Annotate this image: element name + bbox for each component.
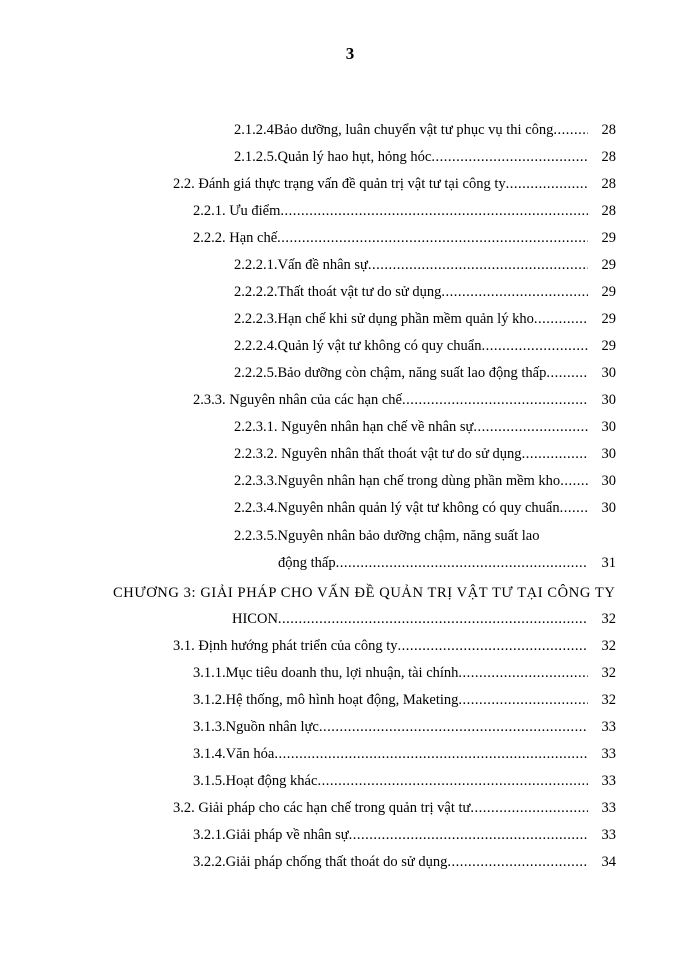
toc-entry-label: 3.2. Giải pháp cho các hạn chế trong quản trị vật tư <box>173 800 471 816</box>
toc-entry-page: 30 <box>601 365 616 381</box>
toc-entry-page: 33 <box>601 719 616 735</box>
toc-leader-dots <box>458 691 588 709</box>
toc-entry-page: 32 <box>601 692 616 708</box>
toc-entry-label: 2.2.2.1.Vấn đề nhân sự <box>234 257 368 273</box>
toc-leader-dots <box>280 202 588 220</box>
toc-entry[interactable] <box>173 175 616 193</box>
toc-entry-page: 29 <box>601 311 616 327</box>
toc-entry[interactable] <box>234 445 616 463</box>
toc-entry[interactable] <box>278 554 616 572</box>
toc-entry[interactable] <box>232 610 616 628</box>
toc-leader-dots <box>522 445 588 463</box>
toc-entry[interactable] <box>193 691 616 709</box>
page-number: 3 <box>345 44 355 63</box>
toc-entry-page: 28 <box>601 203 616 219</box>
toc-entry[interactable] <box>193 745 616 763</box>
toc-entry-page: 30 <box>601 500 616 516</box>
toc-entry[interactable] <box>193 229 616 247</box>
toc-entry-label: 3.1.5.Hoạt động khác <box>193 773 318 789</box>
chapter-heading-line1[interactable]: CHƯƠNG 3: GIẢI PHÁP CHO VẤN ĐỀ QUẢN TRỊ VẬT TƯ TẠI CÔNG TY <box>113 585 616 601</box>
toc-entry-label: 2.2.3.1. Nguyên nhân hạn chế về nhân sự <box>234 419 474 435</box>
toc-entry-label: 2.2.3.4.Nguyên nhân quản lý vật tư không có quy chuẩn <box>234 500 560 516</box>
toc-entry[interactable] <box>173 637 616 655</box>
toc-entry-page: 31 <box>601 555 616 571</box>
toc-entry-label: 3.1.4.Văn hóa <box>193 746 275 762</box>
toc-entry-label: 3.1.2.Hệ thống, mô hình hoạt động, Maketing <box>193 692 459 708</box>
toc-entry-page: 28 <box>601 149 616 165</box>
toc-entry-page: 33 <box>601 800 616 816</box>
toc-entry-page: 29 <box>601 257 616 273</box>
toc-entry-page: 29 <box>601 338 616 354</box>
toc-entry-page: 29 <box>601 284 616 300</box>
toc-leader-dots <box>278 610 588 628</box>
toc-entry[interactable] <box>193 664 616 682</box>
toc-entry[interactable] <box>234 418 616 436</box>
toc-entry-page: 34 <box>601 854 616 870</box>
toc-entry-label: 3.2.2.Giải pháp chống thất thoát do sử dụng <box>193 854 448 870</box>
toc-entry-page: 33 <box>601 827 616 843</box>
toc-leader-dots <box>534 310 588 328</box>
toc-entry[interactable] <box>234 148 616 166</box>
toc-leader-dots <box>368 256 588 274</box>
toc-entry-page: 29 <box>601 230 616 246</box>
toc-entry[interactable] <box>234 337 616 355</box>
toc-leader-dots <box>560 472 588 490</box>
toc-entry[interactable] <box>234 121 616 139</box>
toc-entry[interactable] <box>193 202 616 220</box>
toc-entry-page: 32 <box>601 665 616 681</box>
toc-leader-dots <box>277 229 588 247</box>
toc-leader-dots <box>336 554 588 572</box>
toc-leader-dots <box>317 772 588 790</box>
toc-leader-dots <box>481 337 588 355</box>
toc-leader-dots <box>506 175 588 193</box>
toc-leader-dots <box>349 826 588 844</box>
toc-entry-page: 33 <box>601 746 616 762</box>
toc-entry[interactable] <box>234 499 616 517</box>
toc-leader-dots <box>402 391 588 409</box>
toc-entry[interactable] <box>234 364 616 382</box>
toc-entry[interactable] <box>193 718 616 736</box>
toc-entry[interactable] <box>173 799 616 817</box>
toc-leader-dots <box>431 148 588 166</box>
toc-leader-dots <box>319 718 588 736</box>
toc-entry-label: 2.2.2. Hạn chế <box>193 230 278 246</box>
toc-entry-label: 2.2.3.2. Nguyên nhân thất thoát vật tư do sử dụng <box>234 446 522 462</box>
toc-entry[interactable] <box>234 256 616 274</box>
toc-entry-label: 2.2.2.2.Thất thoát vật tư do sử dụng <box>234 284 442 300</box>
toc-entry[interactable] <box>234 310 616 328</box>
toc-entry-label: 3.2.1.Giải pháp về nhân sự <box>193 827 349 843</box>
toc-entry[interactable] <box>193 391 616 409</box>
toc-entry[interactable] <box>193 826 616 844</box>
toc-leader-dots <box>560 499 588 517</box>
toc-entry-label-line1[interactable]: 2.2.3.5.Nguyên nhân bảo dưỡng chậm, năng suất lao <box>234 528 540 544</box>
toc-leader-dots <box>274 745 588 763</box>
toc-leader-dots <box>441 283 588 301</box>
toc-entry-label: 2.2.2.4.Quản lý vật tư không có quy chuẩn <box>234 338 482 354</box>
toc-leader-dots <box>458 664 588 682</box>
toc-entry-label: 3.1. Định hướng phát triển của công ty <box>173 638 398 654</box>
toc-leader-dots <box>473 418 588 436</box>
toc-entry-label: 2.3.3. Nguyên nhân của các hạn chế <box>193 392 402 408</box>
toc-entry-label-line2: động thấp <box>278 555 336 571</box>
toc-entry-page: 30 <box>601 419 616 435</box>
toc-entry-page: 32 <box>601 638 616 654</box>
toc-entry-label: 2.1.2.5.Quản lý hao hụt, hỏng hóc <box>234 149 432 165</box>
toc-entry-page: 28 <box>601 176 616 192</box>
toc-leader-dots <box>553 121 588 139</box>
toc-entry-label: 2.2.2.3.Hạn chế khi sử dụng phần mềm quản lý kho <box>234 311 534 327</box>
toc-leader-dots <box>470 799 588 817</box>
toc-leader-dots <box>546 364 588 382</box>
toc-entry-label: 3.1.3.Nguồn nhân lực <box>193 719 319 735</box>
toc-leader-dots <box>447 853 588 871</box>
toc-leader-dots <box>398 637 588 655</box>
toc-entry-page: 30 <box>601 446 616 462</box>
toc-entry-page: 30 <box>601 473 616 489</box>
toc-entry-label: 3.1.1.Mục tiêu doanh thu, lợi nhuận, tài chính <box>193 665 459 681</box>
toc-entry-page: 30 <box>601 392 616 408</box>
toc-entry-page: 33 <box>601 773 616 789</box>
toc-entry-label: 2.2.3.3.Nguyên nhân hạn chế trong dùng phần mềm kho <box>234 473 561 489</box>
toc-entry[interactable] <box>193 772 616 790</box>
toc-entry-page: 32 <box>601 611 616 627</box>
toc-entry-label: 2.2.2.5.Bảo dưỡng còn chậm, năng suất lao động thấp <box>234 365 547 381</box>
toc-entry-page: 28 <box>601 122 616 138</box>
toc-entry[interactable] <box>234 283 616 301</box>
toc-entry[interactable] <box>193 853 616 871</box>
toc-entry-label: 2.2. Đánh giá thực trạng vấn đề quản trị vật tư tại công ty <box>173 176 506 192</box>
toc-entry[interactable] <box>234 472 616 490</box>
chapter-heading-line2: HICON <box>232 611 278 627</box>
toc-entry-label: 2.1.2.4Bảo dưỡng, luân chuyển vật tư phục vụ thi công <box>234 122 554 138</box>
toc-entry-label: 2.2.1. Ưu điểm <box>193 203 281 219</box>
